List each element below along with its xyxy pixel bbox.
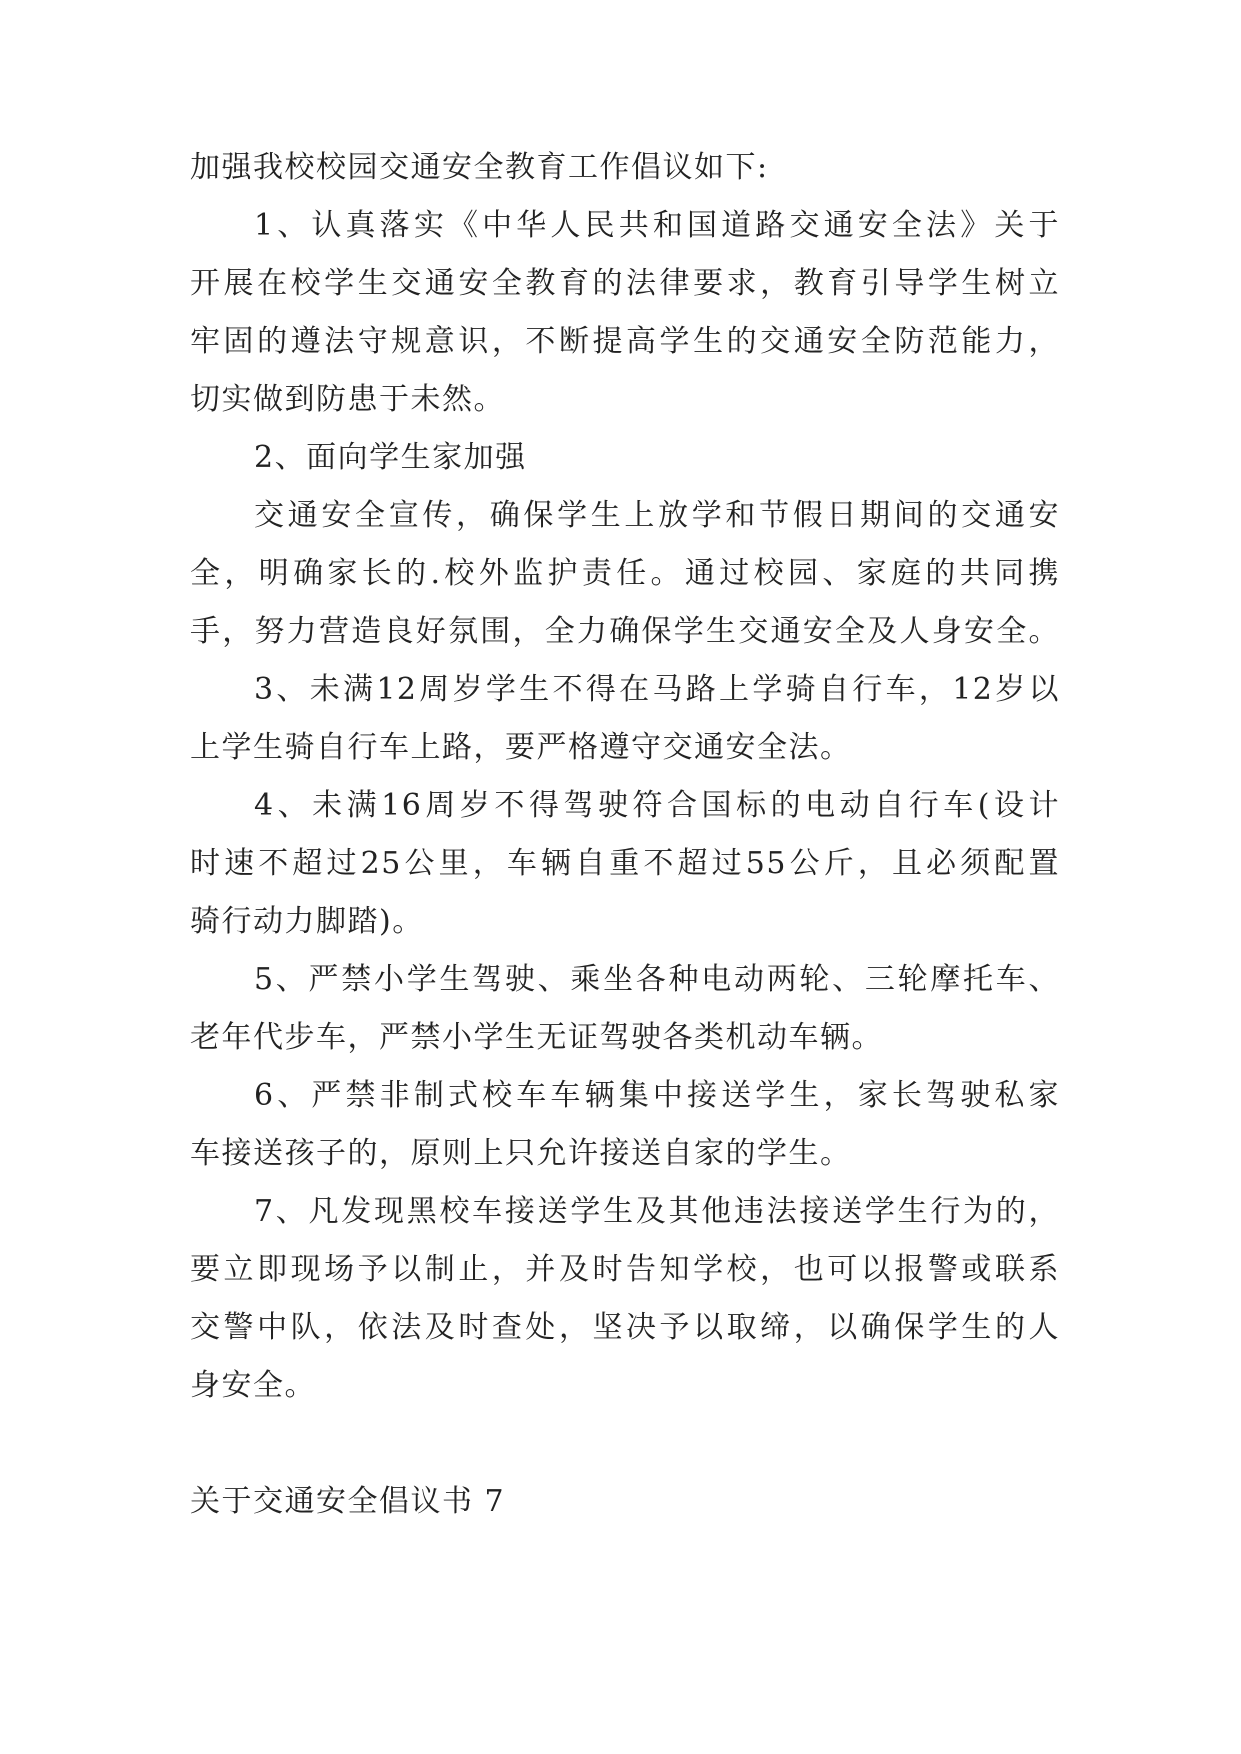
text-line: 交警中队，依法及时查处，坚决予以取缔，以确保学生的人 [190, 1310, 1060, 1345]
text-line: 3、未满12周岁学生不得在马路上学骑自行车，12岁以 [254, 672, 1060, 707]
text-line: 4、未满16周岁不得驾驶符合国标的电动自行车(设计 [254, 788, 1060, 823]
text-line: 5、严禁小学生驾驶、乘坐各种电动两轮、三轮摩托车、 [254, 962, 1060, 997]
text-line: 切实做到防患于未然。 [190, 382, 505, 417]
text-line: 骑行动力脚踏)。 [190, 904, 424, 939]
text-line: 交通安全宣传，确保学生上放学和节假日期间的交通安 [254, 498, 1060, 533]
section-title: 关于交通安全倡议书 7 [190, 1484, 506, 1519]
text-line: 手，努力营造良好氛围，全力确保学生交通安全及人身安全。 [190, 614, 1060, 649]
text-line: 1、认真落实《中华人民共和国道路交通安全法》关于 [254, 208, 1060, 243]
text-line: 时速不超过25公里，车辆自重不超过55公斤，且必须配置 [190, 846, 1060, 881]
text-line: 牢固的遵法守规意识，不断提高学生的交通安全防范能力， [190, 324, 1060, 359]
text-line: 上学生骑自行车上路，要严格遵守交通安全法。 [190, 730, 852, 765]
text-line: 老年代步车，严禁小学生无证驾驶各类机动车辆。 [190, 1020, 883, 1055]
text-line: 要立即现场予以制止，并及时告知学校，也可以报警或联系 [190, 1252, 1060, 1287]
text-line: 7、凡发现黑校车接送学生及其他违法接送学生行为的， [254, 1194, 1060, 1229]
text-line: 车接送孩子的，原则上只允许接送自家的学生。 [190, 1136, 852, 1171]
text-line: 6、严禁非制式校车车辆集中接送学生，家长驾驶私家 [254, 1078, 1060, 1113]
text-line: 开展在校学生交通安全教育的法律要求，教育引导学生树立 [190, 266, 1060, 301]
text-line: 2、面向学生家加强 [254, 440, 527, 475]
text-line: 身安全。 [190, 1368, 316, 1403]
text-line: 全，明确家长的.校外监护责任。通过校园、家庭的共同携 [190, 556, 1060, 591]
text-line: 加强我校校园交通安全教育工作倡议如下: [190, 150, 769, 185]
